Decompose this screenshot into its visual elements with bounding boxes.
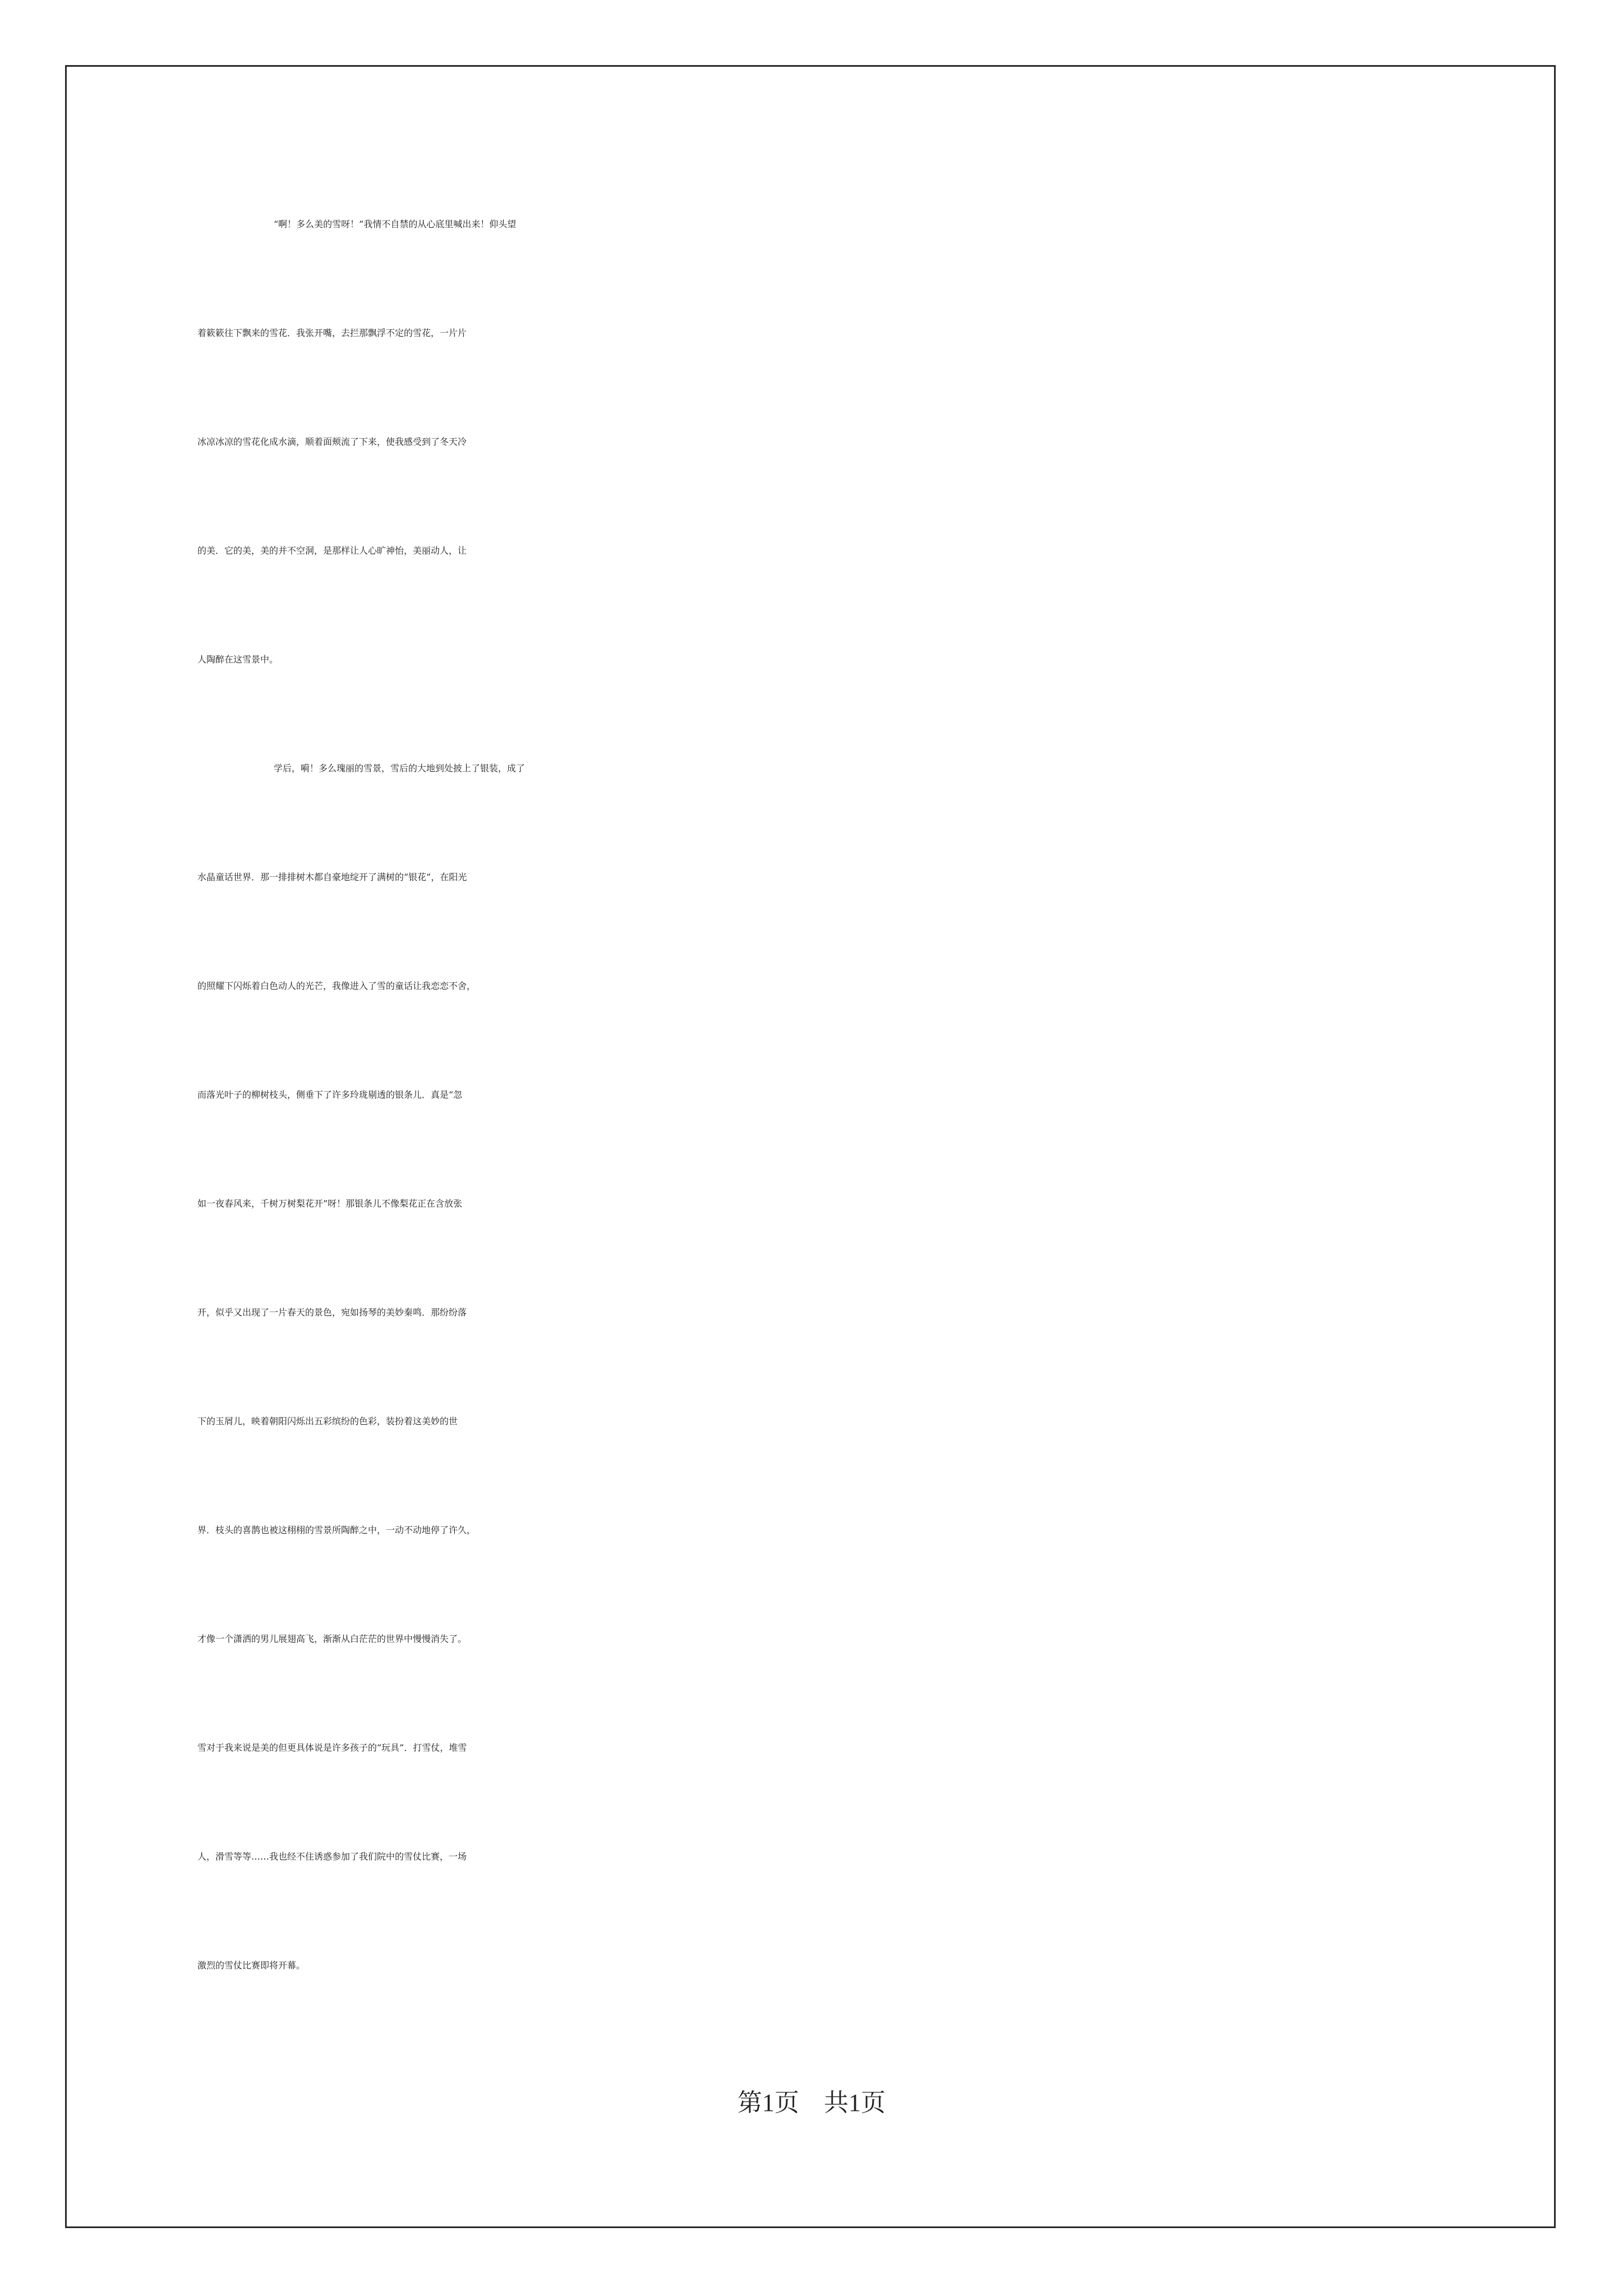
text-line: 开，似乎又出现了一片春天的景色，宛如扬琴的美妙秦鸣．那纷纷落 [197, 1307, 467, 1318]
page-number-footer: 第1页 共1页 [737, 2089, 886, 2116]
text-line: “啊！多么美的雪呀！”我情不自禁的从心底里喊出来！仰头望 [274, 219, 517, 229]
text-line: 的照耀下闪烁着白色动人的光芒，我像进入了雪的童话让我恋恋不舍， [197, 981, 476, 991]
text-line: 界．枝头的喜鹊也被这栩栩的雪景所陶醉之中，一动不动地停了许久， [197, 1525, 476, 1535]
text-line: 才像一个潇洒的男儿展翅高飞，渐渐从白茫茫的世界中慢慢消失了。 [197, 1634, 467, 1644]
text-line: 人，滑雪等等……我也经不住诱惑参加了我们院中的雪仗比赛，一场 [197, 1851, 467, 1862]
text-line: 的美．它的美，美的并不空洞，是那样让人心旷神怡，美丽动人，让 [197, 545, 467, 556]
text-line: 而落光叶子的柳树枝头，侧垂下了许多玲珑剔透的银条儿．真是“忽 [197, 1089, 463, 1100]
text-line: 如一夜春风来，千树万树梨花开”呀！那银条儿不像梨花正在含放张 [197, 1198, 463, 1209]
text-line: 下的玉屑儿，映着朝阳闪烁出五彩缤纷的色彩，装扮着这美妙的世 [197, 1416, 458, 1427]
text-line: 着簌簌往下飘来的雪花．我张开嘴，去拦那飘浮不定的雪花，一片片 [197, 328, 467, 338]
document-body [197, 217, 1426, 2067]
text-line: 激烈的雪仗比赛即将开幕。 [197, 1960, 306, 1971]
text-line: 水晶童话世界．那一排排树木都自豪地绽开了满树的“银花”，在阳光 [197, 872, 467, 882]
text-line: 雪对于我来说是美的但更具体说是许多孩子的“玩具”．打雪仗，堆雪 [197, 1742, 467, 1753]
paragraph-1 [197, 217, 1426, 761]
text-line: 冰凉冰凉的雪花化成水滴，顺着面颊流了下来，使我感受到了冬天冷 [197, 436, 467, 447]
paragraph-2 [197, 761, 1426, 2067]
text-line: 学后，嗬！多么瑰丽的雪景，雪后的大地到处披上了银装，成了 [274, 763, 525, 774]
text-line: 人陶醉在这雪景中。 [197, 654, 279, 665]
